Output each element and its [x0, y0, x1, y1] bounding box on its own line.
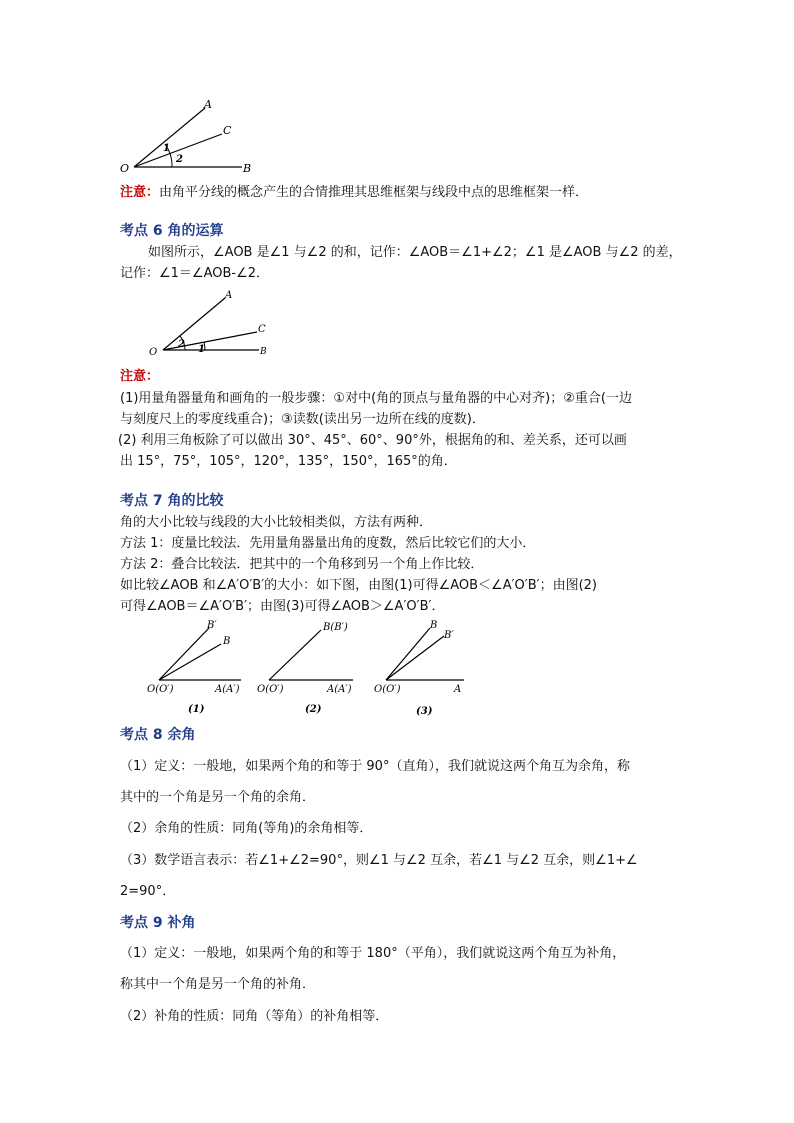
angle-bisector-figure: [112, 96, 272, 178]
label-o: O: [120, 162, 130, 175]
label-a: A: [225, 290, 233, 301]
label-b-b-prime: B(B′): [323, 622, 348, 633]
s7-line3: 方法 2：叠合比较法．把其中的一个角移到另一个角上作比较．: [120, 557, 484, 572]
ray-b: [386, 628, 430, 680]
label-b: B: [260, 347, 267, 357]
label-b-prime: B′: [444, 630, 454, 641]
label-o: O(O′): [257, 684, 284, 695]
label-a: A(A′): [215, 684, 240, 695]
s6-note2-line2: 出 15°，75°，105°，120°，135°，150°，165°的角．: [120, 454, 457, 469]
ray-b-prime: [159, 628, 209, 680]
section-9-heading: 考点 9 补角: [120, 915, 196, 931]
note-2-label-line: [120, 366, 159, 388]
label-o: O(O′): [147, 684, 174, 695]
label-2: 2: [178, 339, 185, 350]
s7-line5: 可得∠AOB＝∠A′O′B′；由图(3)可得∠AOB＞∠A′O′B′．: [120, 599, 445, 614]
label-b: B: [243, 162, 252, 175]
s7-line1: 角的大小比较与线段的大小比较相类似，方法有两种．: [120, 515, 433, 530]
s6-note1-line2: 与刻度尺上的零度线重合)；③读数(读出另一边所在线的度数)．: [120, 412, 485, 427]
ray-oa: [134, 108, 205, 167]
section-8-heading: 考点 8 余角: [120, 727, 196, 743]
s6-paragraph-line1: 如图所示，∠AOB 是∠1 与∠2 的和，记作：∠AOB＝∠1+∠2；∠1 是∠AOB 与∠2 的差，: [148, 245, 682, 260]
section-6-heading: 考点 6 角的运算: [120, 223, 224, 239]
note-1: [120, 182, 588, 204]
angle-operation-figure: [145, 286, 275, 360]
comparison-figure-2: [255, 616, 365, 716]
s7-line2: 方法 1：度量比较法．先用量角器量出角的度数，然后比较它们的大小．: [120, 536, 536, 551]
ray-b: [159, 644, 221, 680]
s8-line3: （2）余角的性质：同角(等角)的余角相等．: [120, 821, 373, 836]
caption-2: (2): [305, 704, 322, 715]
ray-b: [269, 630, 321, 680]
label-c: C: [258, 324, 266, 335]
s7-line4: 如比较∠AOB 和∠A′O′B′的大小：如下图，由图(1)可得∠AOB＜∠A′O′B′；由图(2): [120, 578, 598, 593]
label-b: B: [223, 636, 231, 647]
label-b-prime: B′: [207, 620, 217, 631]
s9-line1: （1）定义：一般地，如果两个角的和等于 180°（平角），我们就说这两个角互为补角，: [120, 946, 626, 961]
label-o: O(O′): [374, 684, 401, 695]
s9-line2: 称其中一个角是另一个角的补角．: [120, 977, 316, 992]
s6-paragraph-line2: 记作：∠1＝∠AOB-∠2．: [120, 266, 270, 281]
s6-note2-line1: (2) 利用三角板除了可以做出 30°、45°、60°、90°外，根据角的和、差关系，还可以画: [118, 433, 627, 448]
label-2: 2: [176, 154, 183, 165]
note-text: 由角平分线的概念产生的合情推理其思维框架与线段中点的思维框架一样．: [159, 185, 589, 200]
note-label: 注意: [120, 185, 147, 200]
label-o: O: [149, 347, 158, 358]
label-1: 1: [163, 143, 170, 154]
ray-b-prime: [386, 636, 444, 680]
label-c: C: [223, 124, 232, 137]
label-a: A(A′): [327, 684, 352, 695]
caption-3: (3): [416, 706, 433, 716]
s8-line2: 其中的一个角是另一个角的余角．: [120, 790, 316, 805]
s8-line1: （1）定义：一般地，如果两个角的和等于 90°（直角），我们就说这两个角互为余角，称: [120, 759, 630, 774]
ray-oa: [163, 298, 225, 350]
s6-note1-line1: (1)用量角器量角和画角的一般步骤：①对中(角的顶点与量角器的中心对齐)；②重合(一边: [120, 391, 632, 406]
comparison-figure-3: [372, 616, 482, 716]
s9-line3: （2）补角的性质：同角（等角）的补角相等．: [120, 1009, 389, 1024]
note-colon: ：: [146, 369, 160, 384]
note-label: 注意: [120, 369, 147, 384]
s8-line4: （3）数学语言表示：若∠1+∠2=90°，则∠1 与∠2 互余，若∠1 与∠2 互余，则∠1+∠: [120, 853, 638, 868]
comparison-figure-1: [145, 616, 255, 716]
label-a: A: [454, 684, 462, 695]
label-1: 1: [198, 344, 205, 355]
note-colon: ：: [146, 185, 160, 200]
s8-line5: 2=90°．: [120, 884, 176, 899]
caption-1: (1): [188, 704, 205, 715]
label-a: A: [204, 98, 212, 111]
label-b: B: [430, 620, 438, 631]
section-7-heading: 考点 7 角的比较: [120, 493, 224, 509]
